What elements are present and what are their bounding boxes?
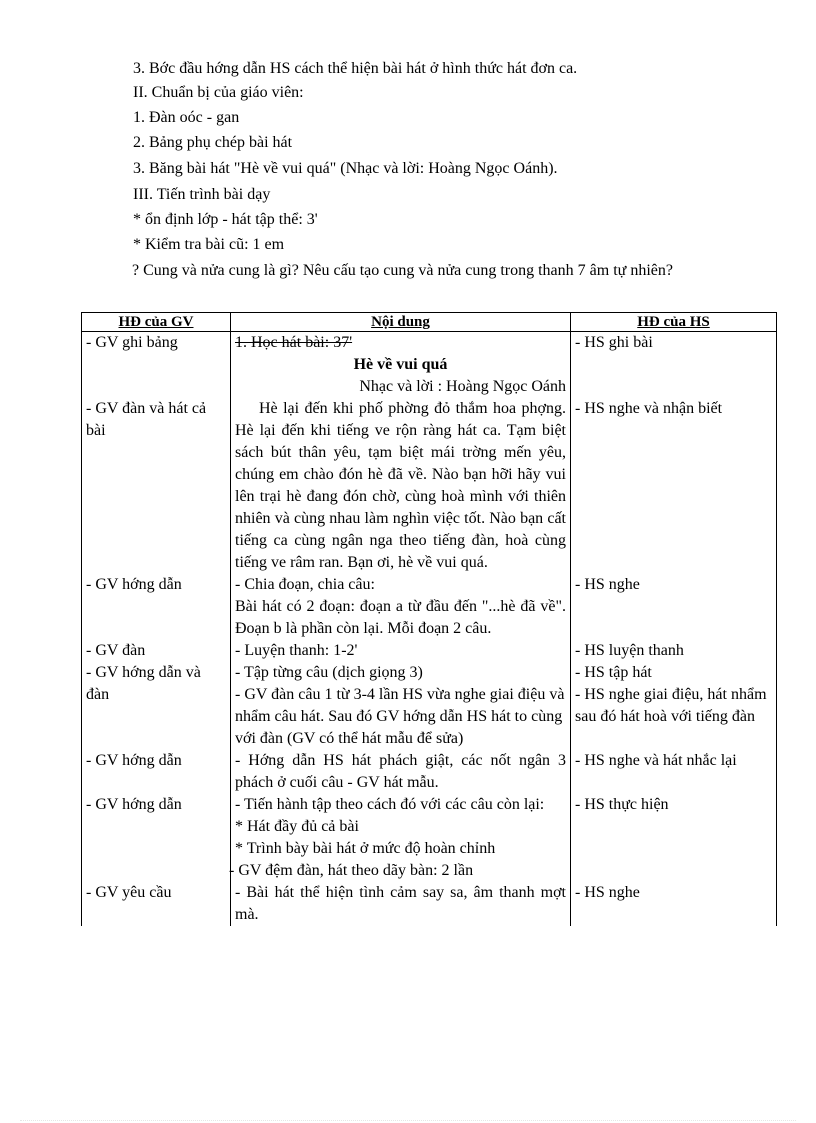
student-activity: - HS nghe và nhận biết <box>571 398 777 574</box>
student-activity: - HS nghe <box>571 882 777 926</box>
header-teacher-activity: HĐ của GV <box>82 313 231 332</box>
header-content: Nội dung <box>231 313 571 332</box>
student-activity: - HS luyện thanh <box>571 640 777 662</box>
goal-3: 3. Bớc đầu hớng dẫn HS cách thể hiện bài hát ở hình thức hát đơn ca. <box>133 60 578 77</box>
lesson-plan-table <box>81 312 777 926</box>
student-line: - HS nghe giai điệu, hát nhẩm sau đó hát hoà với tiếng đàn <box>575 686 767 725</box>
table-header-row <box>82 313 777 332</box>
step-2: * Kiểm tra bài cũ: 1 em <box>133 236 285 253</box>
table-row <box>82 750 777 794</box>
lesson-heading: 1. Học hát bài: 37' <box>235 334 353 351</box>
section-3-heading: III. Tiến trình bài dạy <box>133 186 271 203</box>
content-cell <box>231 398 571 574</box>
content-line: * Trình bày bài hát ở mức độ hoàn chỉnh <box>235 840 496 857</box>
teacher-activity: - GV hớng dẫn <box>82 574 231 640</box>
prep-item-2: 2. Bảng phụ chép bài hát <box>133 134 293 151</box>
page-bottom-border <box>20 1120 796 1121</box>
student-activity: - HS nghe <box>571 574 777 640</box>
prep-item-3: 3. Băng bài hát "Hè về vui quá" (Nhạc và lời: Hoàng Ngọc Oánh). <box>133 160 558 177</box>
content-cell <box>231 794 571 882</box>
student-activity: - HS ghi bài <box>571 332 777 399</box>
table-row <box>82 882 777 926</box>
student-activity: - HS nghe và hát nhắc lại <box>571 750 777 794</box>
content-line: - Tập từng câu (dịch giọng 3) <box>235 664 423 681</box>
section-2-heading: II. Chuẩn bị của giáo viên: <box>133 84 304 101</box>
teacher-activity: - GV yêu cầu <box>82 882 231 926</box>
content-cell <box>231 662 571 750</box>
teacher-activity: - GV hớng dẫn <box>82 750 231 794</box>
teacher-activity: - GV ghi bảng <box>82 332 231 399</box>
content-cell <box>231 574 571 640</box>
content-line: - Chia đoạn, chia câu: <box>235 576 375 593</box>
song-lyrics: Hè lại đến khi phố phờng đỏ thắm hoa phợng. Hè lại đến khi tiếng ve rộn ràng hát ca. Tạm biệt sách bút thân yêu, tạm biệt mái trờng mến yêu, chúng em chào đón hè đã về. Nào bạn hỡi hãy vui lên trại hè đang đón chờ, cùng hoà mình với thiên nhiên và cùng nhau làm nghìn việc tốt. Nào bạn cất tiếng ca cùng ngân nga theo tiếng đàn, hoà cùng tiếng ve râm ran. Bạn ơi, hè về vui quá. <box>235 400 566 571</box>
table-row <box>82 398 777 574</box>
song-title: Hè về vui quá <box>353 356 448 373</box>
table-row <box>82 662 777 750</box>
header-student-activity: HĐ của HS <box>571 313 777 332</box>
content-cell: - Bài hát thể hiện tình cảm say sa, âm thanh mợt mà. <box>231 882 571 926</box>
teacher-activity: - GV hớng dẫn <box>82 794 231 882</box>
content-line: - Tiến hành tập theo cách đó với các câu còn lại: <box>235 796 545 813</box>
content-cell <box>231 332 571 399</box>
song-credit: Nhạc và lời : Hoàng Ngọc Oánh <box>359 378 566 395</box>
review-question: ? Cung và nửa cung là gì? Nêu cấu tạo cung và nửa cung trong thanh 7 âm tự nhiên? <box>132 262 673 279</box>
content-line: - GV đàn câu 1 từ 3-4 lần HS vừa nghe giai điệu và nhẩm câu hát. Sau đó GV hớng dẫn HS hát to cùng với đàn (GV có thể hát mẫu để sửa) <box>235 686 565 747</box>
student-activity <box>571 662 777 750</box>
content-line: * Hát đầy đủ cả bài <box>235 818 359 835</box>
student-line: - HS tập hát <box>575 664 652 681</box>
prep-item-1: 1. Đàn oóc - gan <box>133 109 240 126</box>
teacher-activity: - GV đàn <box>82 640 231 662</box>
content-line: Bài hát có 2 đoạn: đoạn a từ đầu đến "...hè đã về". Đoạn b là phần còn lại. Mỗi đoạn 2 câu. <box>235 598 566 637</box>
content-cell: - Hớng dẫn HS hát phách giật, các nốt ngân 3 phách ở cuối câu - GV hát mẫu. <box>231 750 571 794</box>
content-cell: - Luyện thanh: 1-2' <box>231 640 571 662</box>
teacher-activity: - GV đàn và hát cả bài <box>82 398 231 574</box>
content-line: - GV đệm đàn, hát theo dãy bàn: 2 lần <box>229 862 474 879</box>
table-row <box>82 574 777 640</box>
step-1: * ổn định lớp - hát tập thể: 3' <box>133 211 318 228</box>
table-row <box>82 332 777 399</box>
student-activity: - HS thực hiện <box>571 794 777 882</box>
teacher-activity: - GV hớng dẫn và đàn <box>82 662 231 750</box>
table-row <box>82 794 777 882</box>
table-row <box>82 640 777 662</box>
